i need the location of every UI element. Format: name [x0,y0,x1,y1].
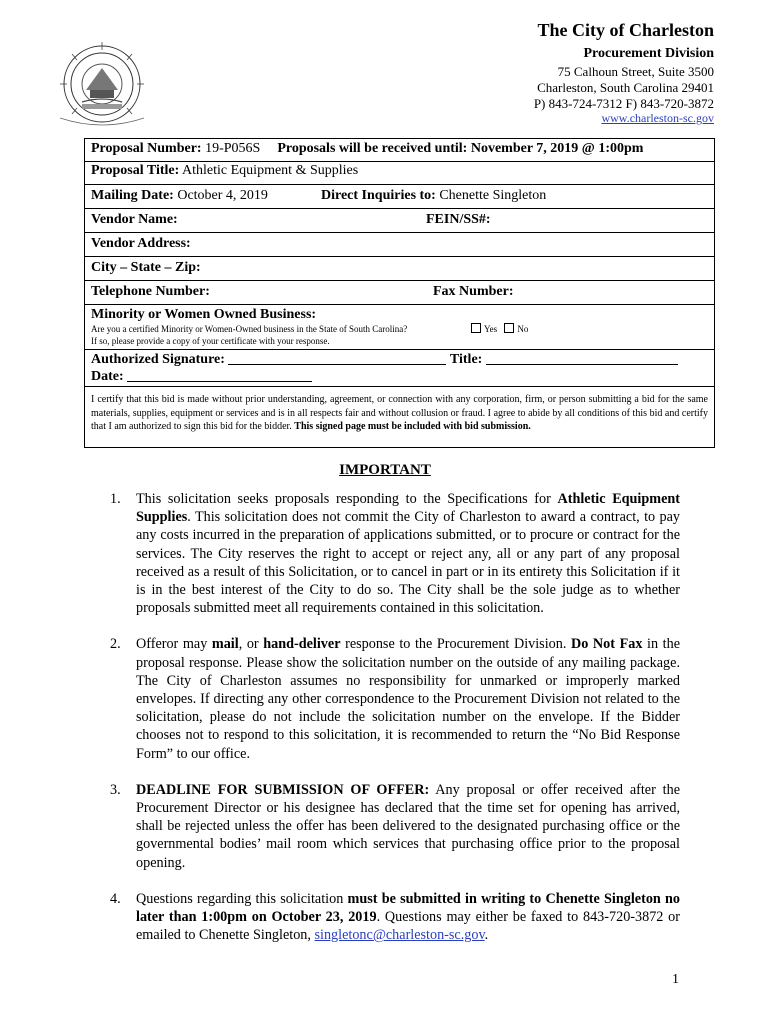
yes-checkbox[interactable] [471,323,481,333]
item-bold-text: hand-deliver [263,636,341,653]
certification-bold-text: This signed page must be included with bid submission. [294,421,531,432]
date-label: Date: [91,369,124,384]
item-text: in the proposal response. Please show the solicitation number on the outside of any mailing package. The City of Charleston assumes no responsibility for unmarked or improperly marked envelopes. If directing any other correspondence to the Procurement Division not related to the solicitation, please do not include the solicitation number on the envelope. If the Bidder chooses not to respond to this solicitation, it is recommended to return the “No Bid Response Form” to our office. [136,636,680,762]
proposal-title-label: Proposal Title: [91,163,180,178]
website-link[interactable]: www.charleston-sc.gov [601,111,714,126]
important-heading: IMPORTANT [339,462,431,478]
street-address: 75 Calhoun Street, Suite 3500 [557,64,714,80]
yes-label: Yes [484,324,498,334]
list-item [110,490,680,617]
fein-label: FEIN/SS#: [426,212,491,227]
signature-line[interactable] [228,352,446,365]
no-checkbox[interactable] [504,323,514,333]
mailing-date-row [85,185,714,209]
telephone-row[interactable] [85,281,714,305]
proposal-number-value: 19-P056S [205,141,261,156]
signature-label: Authorized Signature: [91,352,225,367]
mwob-note: If so, please provide a copy of your certificate with your response. [91,336,330,346]
item-text: This solicitation seeks proposals responding to the Specifications for [136,491,558,507]
item-text: response to the Procurement Division. [340,636,571,653]
vendor-address-row[interactable] [85,233,714,257]
item-text: , or [238,636,264,653]
vendor-name-row[interactable] [85,209,714,233]
item-bold-text: DEADLINE FOR SUBMISSION OF OFFER: [136,781,430,798]
item-text: Any proposal or offer received after the Procurement Director or his designee has declared that the time set for opening has arrived, shall be rejected unless the offer has been delivered to the designated purchasing office or the governmental bodies’ mail room which services that purchasing office prior to the proposal opening. [136,781,680,871]
deadline-value: November 7, 2019 @ 1:00pm [470,141,644,156]
vendor-address-label: Vendor Address: [91,236,191,251]
important-list [110,490,680,944]
city-state-zip-row[interactable] [85,257,714,281]
city-state-zip-label: City – State – Zip: [91,260,201,275]
division-name: Procurement Division [583,45,714,61]
letterhead [534,20,714,126]
proposal-title-row [85,162,714,185]
list-item [110,781,680,872]
list-number: 3. [110,781,121,798]
item-text: . Questions may either be faxed to 843-720-3872 or emailed to Chenette Singleton, [136,909,680,944]
item-text: Questions regarding this solicitation [136,890,348,907]
no-label: No [517,324,529,334]
mwob-options [471,323,528,335]
vendor-name-label: Vendor Name: [91,212,178,227]
date-line[interactable] [127,369,312,382]
certification-row [85,387,714,447]
item-text: . [484,927,489,944]
item-text: Offeror may [136,636,212,653]
list-number: 4. [110,890,121,907]
list-item [110,635,680,762]
mailing-date-label: Mailing Date: [91,188,174,203]
page-number: 1 [672,972,679,987]
city-state-address: Charleston, South Carolina 29401 [537,79,714,95]
item-bold-text: Do Not Fax [570,636,643,653]
deadline-label: Proposals will be received until: [277,141,468,156]
item-bold-text: mail [211,636,239,653]
mwob-label: Minority or Women Owned Business: [91,307,317,322]
proposal-form [84,138,715,448]
mailing-date-value: October 4, 2019 [177,188,268,203]
inquiries-label: Direct Inquiries to: [321,188,436,203]
title-line[interactable] [486,352,678,365]
proposal-number-label: Proposal Number: [91,141,202,156]
fax-label: Fax Number: [433,284,514,299]
phone-fax: P) 843-724-7312 F) 843-720-3872 [533,95,714,111]
sig-title-label: Title: [449,352,483,367]
certification-text: I certify that this bid is made without prior understanding, agreement, or connection with any corporation, firm, or person submitting a bid for the same materials, supplies, equipment or services and is in all respects fair and without collusion or fraud. I agree to abide by all conditions of this bid and certify that I am authorized to sign this bid for the bidder. [91,394,708,432]
mwob-row [85,305,714,350]
signature-row [85,350,714,387]
list-number: 2. [110,636,121,653]
proposal-number-row [85,139,714,162]
inquiries-value: Chenette Singleton [439,188,547,203]
item-bold-text: Athletic Equipment Supplies [136,491,680,526]
city-name: The City of Charleston [537,20,714,40]
list-number: 1. [110,491,121,507]
proposal-title-value: Athletic Equipment & Supplies [182,163,359,178]
list-item [110,890,680,945]
item-text: . This solicitation does not commit the City of Charleston to award a contract, to pay any costs incurred in the preparation of applications submitted, or to procure or contract for the services. The City reserves the right to accept or reject any, all or any part of any proposal received as a result of this Solicitation, or to cancel in part or in its entirety this Solicitation if it is in the best interest of the City to do so. The City shall be the sole judge as to whether proposals submitted meet all requirements contained in this solicitation. [136,509,680,617]
telephone-label: Telephone Number: [91,284,210,299]
email-link[interactable]: singletonc@charleston-sc.gov [314,927,485,944]
mwob-question: Are you a certified Minority or Women-Owned business in the State of South Carolina? [91,324,408,334]
city-seal-icon [52,38,152,128]
item-bold-text: must be submitted in writing to Chenette Singleton no later than 1:00pm on October 23, 2019 [136,890,681,926]
